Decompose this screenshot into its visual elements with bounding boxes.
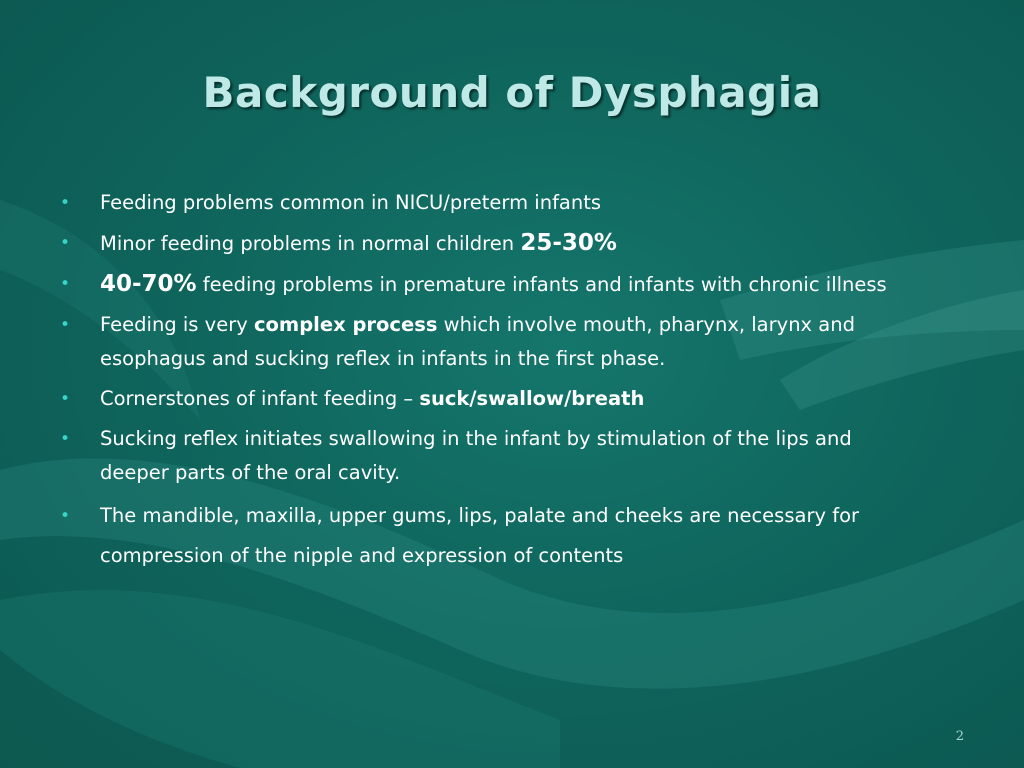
- slide-title: Background of Dysphagia: [202, 68, 822, 117]
- bullet-emphasis: 25-30%: [520, 230, 617, 256]
- bullet-marker: •: [60, 429, 71, 449]
- bullet-text: feeding problems in premature infants and infants with chronic illness: [196, 273, 887, 296]
- bullet-text: Feeding is very: [100, 313, 254, 336]
- bullet-marker: •: [60, 389, 71, 409]
- bullet-text: Minor feeding problems in normal children: [100, 232, 521, 255]
- bullet-marker: •: [60, 233, 71, 253]
- bullet-emphasis: complex process: [253, 313, 438, 336]
- bullet-text: Feeding problems common in NICU/preterm infants: [100, 191, 602, 214]
- bullet-marker: •: [60, 274, 71, 294]
- bullet-text: The mandible, maxilla, upper gums, lips, palate and cheeks are necessary for compression of the nipple and expression of contents: [100, 504, 860, 567]
- bullet-text: which involve mouth, pharynx, larynx and esophagus and sucking reflex in infants in the first phase.: [100, 313, 855, 370]
- bullet-item: [60, 267, 910, 302]
- bullet-item: [60, 186, 910, 220]
- bullet-item: [60, 308, 910, 376]
- bullet-text: Sucking reflex initiates swallowing in the infant by stimulation of the lips and deeper parts of the oral cavity.: [100, 427, 852, 484]
- bullet-item: [60, 496, 910, 576]
- bullet-item: [60, 422, 910, 490]
- bullet-emphasis: 40-70%: [100, 271, 197, 297]
- page-number: 2: [955, 729, 964, 744]
- bullet-list: [60, 186, 910, 582]
- bullet-marker: •: [60, 506, 71, 526]
- bullet-item: [60, 226, 910, 261]
- bullet-marker: •: [60, 193, 71, 213]
- bullet-emphasis: suck/swallow/breath: [419, 387, 645, 410]
- bullet-item: [60, 382, 910, 416]
- bullet-marker: •: [60, 315, 71, 335]
- bullet-text: Cornerstones of infant feeding –: [100, 387, 420, 410]
